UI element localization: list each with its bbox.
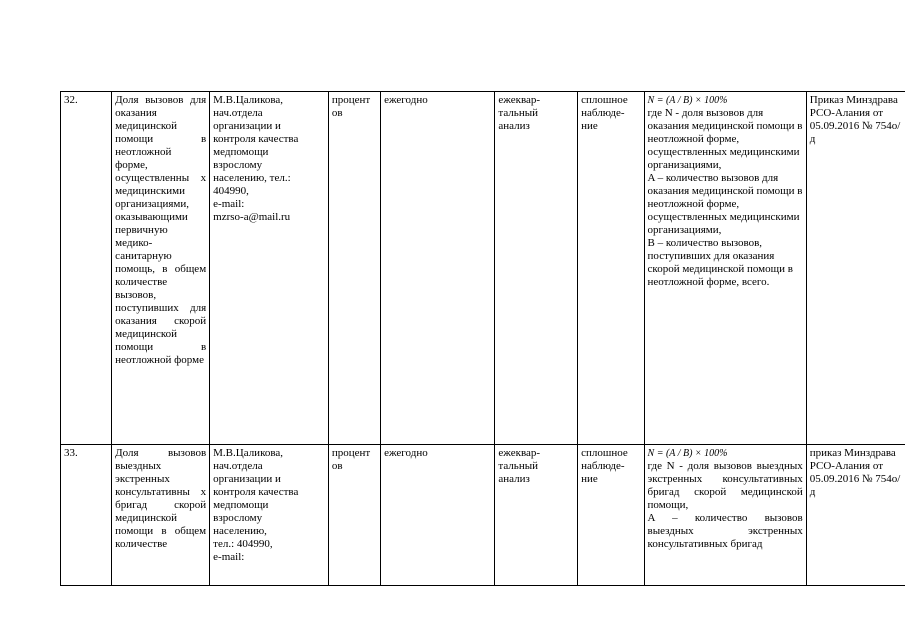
table-row <box>61 445 905 586</box>
calculation-method <box>644 92 806 445</box>
calculation-method <box>644 445 806 586</box>
regulatory-document: приказ Минздрава РСО-Алания от 05.09.2016 № 754о/д <box>806 445 905 586</box>
indicators-table <box>60 91 905 586</box>
responsible-person: М.В.Цаликова, нач.отдела организации и контроля качества медпомощи взрослому населению, тел.: 404990, e-mail: <box>210 445 329 586</box>
analysis-type: ежеквар- тальный анализ <box>495 445 578 586</box>
row-number: 32. <box>61 92 112 445</box>
indicator-name: Доля вызовов для оказания медицинской помощи в неотложной форме, осуществленны х медицинскими организациями, оказывающими первичную медико-санитарную помощь, в общем количестве вызовов, поступивших для оказания скорой медицинской помощи в неотложной форме <box>112 92 210 445</box>
indicator-name: Доля вызовов выездных экстренных консультативны х бригад скорой медицинской помощи в общем количестве <box>112 445 210 586</box>
formula: N = (A / B) × 100% <box>647 95 728 106</box>
periodicity: ежегодно <box>381 92 495 445</box>
formula-description: где N - доля вызовов для оказания медицинской помощи в неотложной форме, осуществленных медицинскими организациями, A – количество вызовов для оказания медицинской помощи в неотложной форме, осуществленных медицинскими организациями, B – количество вызовов, поступивших для оказания скорой медицинской помощи в неотложной форме, всего. <box>647 107 803 288</box>
formula-description: где N - доля вызовов выездных экстренных консультативных бригад скорой медицинской помощи, A – количество вызовов выездных экстренных консультативных бригад <box>647 460 803 550</box>
formula: N = (A / B) × 100% <box>647 448 728 459</box>
regulatory-document: Приказ Минздрава РСО-Алания от 05.09.2016 № 754о/д <box>806 92 905 445</box>
observation-type: сплошное наблюде- ние <box>578 445 644 586</box>
unit-of-measure: процент ов <box>328 92 380 445</box>
responsible-person: М.В.Цаликова, нач.отдела организации и контроля качества медпомощи взрослому населению, тел.: 404990, e-mail: mzrso-a@mail.ru <box>210 92 329 445</box>
observation-type: сплошное наблюде- ние <box>578 92 644 445</box>
row-number: 33. <box>61 445 112 586</box>
analysis-type: ежеквар- тальный анализ <box>495 92 578 445</box>
unit-of-measure: процент ов <box>328 445 380 586</box>
periodicity: ежегодно <box>381 445 495 586</box>
table-row <box>61 92 905 445</box>
